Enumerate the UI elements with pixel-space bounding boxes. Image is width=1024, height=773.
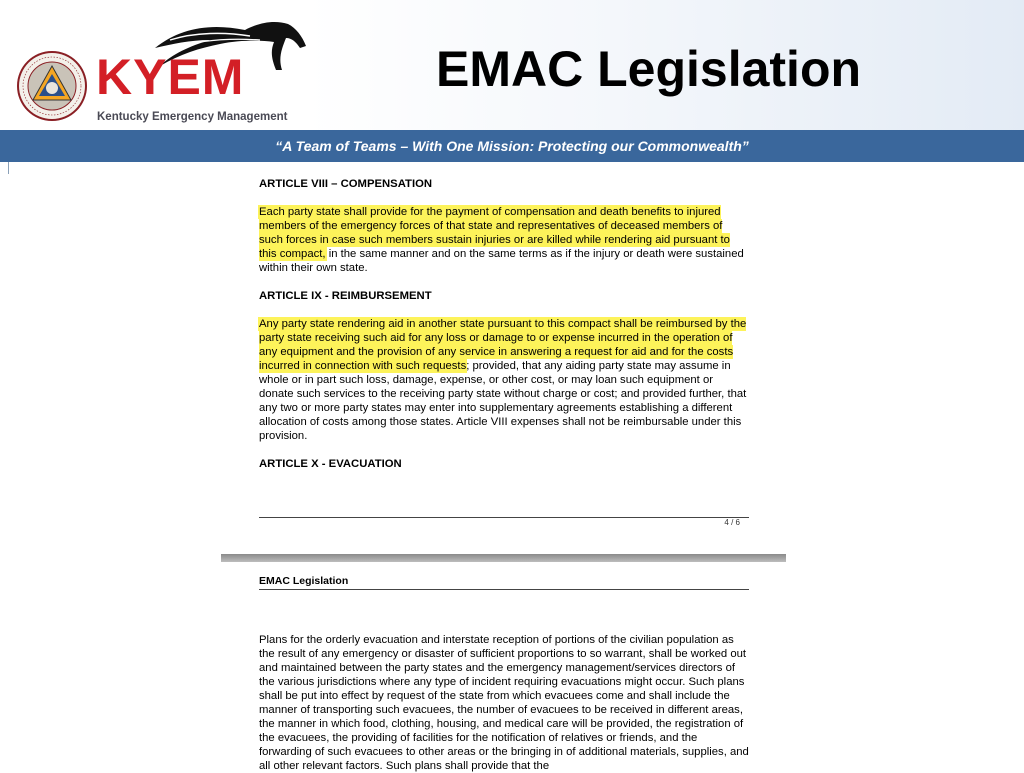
kyem-logo-text: KYEM xyxy=(96,49,245,105)
left-divider xyxy=(8,162,9,174)
article-9-text: ; provided, that any aiding party state may assume in whole or in part such loss, damage, expense, or other cost, or may loan such equipment or donate such services to the receiving party state without charge or cost; and provided further, that any two or more party states may enter into supplementary agreements establishing a different allocation of costs among those states. Article VIII expenses shall not be reimbursable under this provision. xyxy=(259,360,747,442)
article-8-text: in the same manner and on the same terms as if the injury or death were sustained within their own state. xyxy=(259,248,744,274)
article-8-heading: ARTICLE VIII – COMPENSATION xyxy=(259,178,433,190)
kentucky-seal-logo xyxy=(16,50,88,122)
article-8-section xyxy=(259,177,749,191)
article-8-highlighted-text: Each party state shall provide for the payment of compensation and death benefits to injured members of the emergency forces of that state and representatives of deceased members of such forces in case such members sustain injuries or are killed while rendering aid pursuant to this compact, xyxy=(259,206,730,260)
article-9-body xyxy=(259,317,749,443)
page-number: 4 / 6 xyxy=(724,518,740,527)
article-8-body xyxy=(259,205,749,275)
mission-banner xyxy=(0,130,1024,162)
kyem-logo-subtitle: Kentucky Emergency Management xyxy=(97,111,288,123)
mission-statement: “A Team of Teams – With One Mission: Protecting our Commonwealth” xyxy=(275,138,749,154)
article-9-highlighted-text: Any party state rendering aid in another state pursuant to this compact shall be reimbursed by the party state receiving such aid for any loss or damage to or expense incurred in the operation of any equipment and the provision of any service in answering a request for aid and for the costs incurred in connection with such requests xyxy=(259,318,747,372)
page-footer-rule xyxy=(259,517,749,518)
page-break-bar xyxy=(221,554,786,562)
article-10-heading: ARTICLE X - EVACUATION xyxy=(259,458,402,470)
page-2-header-rule xyxy=(259,589,749,590)
article-10-body xyxy=(259,633,749,773)
slide-title: EMAC Legislation xyxy=(436,41,862,97)
page-2-header: EMAC Legislation xyxy=(259,575,349,587)
slide-header xyxy=(0,0,1024,130)
article-10-section xyxy=(259,457,749,471)
article-9-heading: ARTICLE IX - REIMBURSEMENT xyxy=(259,290,432,302)
article-10-text: Plans for the orderly evacuation and interstate reception of portions of the civilian population as the result of any emergency or disaster of sufficient proportions to so warrant, shall be worked out and maintained between the party states and the emergency management/services directors of the various jurisdictions where any type of incident requiring evacuations might occur. Such plans shall be put into effect by request of the state from which evacuees come and shall include the manner of transporting such evacuees, the number of evacuees to be received in different areas, the manner in which food, clothing, housing, and medical care will be provided, the registration of the evacuees, the providing of facilities for the notification of relatives or friends, and the forwarding of such evacuees to other areas or the bringing in of additional materials, supplies, and all other relevant factors. Such plans shall provide that the xyxy=(259,634,749,772)
article-9-section xyxy=(259,289,749,303)
